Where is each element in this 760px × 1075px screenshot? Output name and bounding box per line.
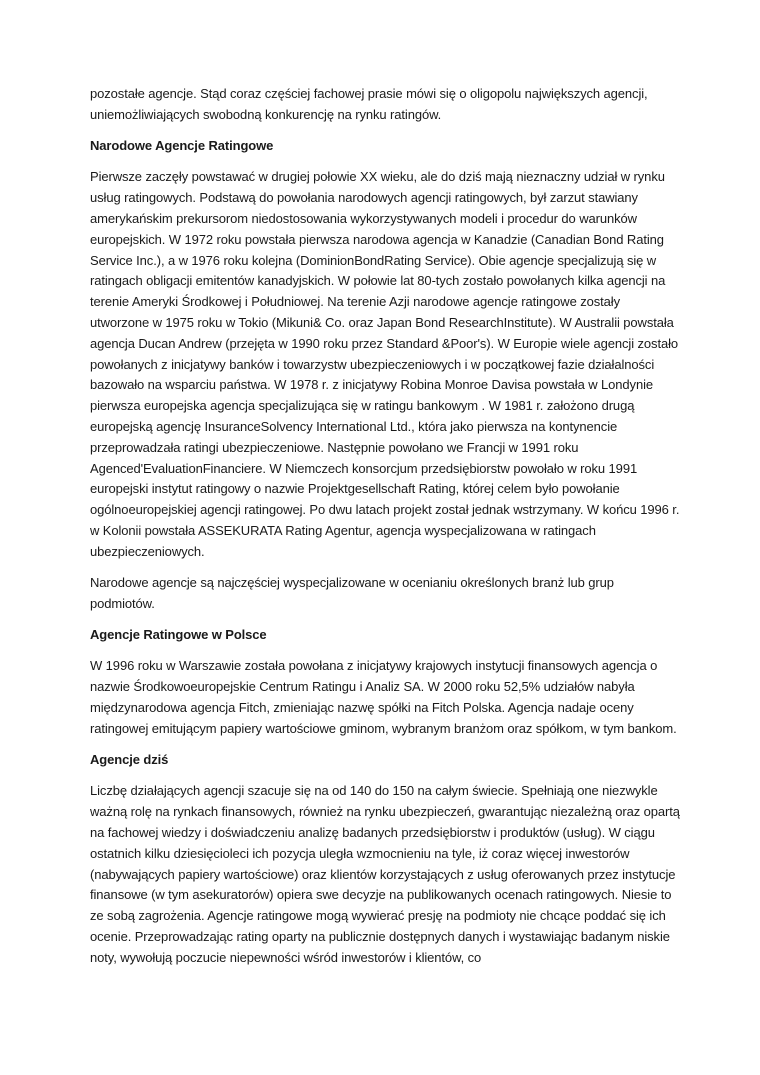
heading-agencies-today: Agencje dziś (90, 752, 169, 768)
document-page (90, 84, 680, 979)
heading-agencies-poland: Agencje Ratingowe w Polsce (90, 627, 267, 643)
paragraph-national-agencies-specialization: Narodowe agencje są najczęściej wyspecjalizowane w ocenianiu określonych branż lub grup podmiotów. (90, 575, 614, 611)
paragraph-agencies-today: Liczbę działających agencji szacuje się na od 140 do 150 na całym świecie. Spełniają one niezwykle ważną rolę na rynkach finansowych, również na rynku ubezpieczeń, gwarantując niezależną oraz opartą na fachowej wiedzy i doświadczeniu analizę badanych przedsiębiorstw i produktów (usług). W ciągu ostatnich kilku dziesięcioleci ich pozycja uległa wzmocnieniu na tyle, iż coraz więcej inwestorów (nabywających papiery wartościowe) oraz klientów korzystających z usług oferowanych przez instytucje finansowe (w tym asekuratorów) opiera swe decyzje na publikowanych ocenach ratingowych. Niesie to ze sobą zagrożenia. Agencje ratingowe mogą wywierać presję na podmioty nie chcące poddać się ich ocenie. Przeprowadzając rating oparty na publicznie dostępnych danych i wystawiając badanym niskie noty, wywołują poczucie niepewności wśród inwestorów i klientów, co (90, 783, 680, 965)
paragraph-oligopoly: pozostałe agencje. Stąd coraz częściej fachowej prasie mówi się o oligopolu największych agencji, uniemożliwiających swobodną konkurencję na rynku ratingów. (90, 86, 648, 122)
heading-national-agencies: Narodowe Agencje Ratingowe (90, 138, 274, 154)
paragraph-agencies-poland: W 1996 roku w Warszawie została powołana z inicjatywy krajowych instytucji finansowych agencja o nazwie Środkowoeuropejskie Centrum Ratingu i Analiz SA. W 2000 roku 52,5% udziałów nabyła międzynarodowa agencja Fitch, zmieniając nazwę spółki na Fitch Polska. Agencja nadaje oceny ratingowej emitującym papiery wartościowe gminom, wybranym branżom oraz spółkom, w tym bankom. (90, 658, 677, 736)
paragraph-national-agencies-history: Pierwsze zaczęły powstawać w drugiej połowie XX wieku, ale do dziś mają nieznaczny udział w rynku usług ratingowych. Podstawą do powołania narodowych agencji ratingowych, był zarzut stawiany amerykańskim prekursorom niedostosowania wykorzystywanych modeli i procedur do warunków europejskich. W 1972 roku powstała pierwsza narodowa agencja w Kanadzie (Canadian Bond Rating Service Inc.), a w 1976 roku kolejna (DominionBondRating Service). Obie agencje specjalizują się w ratingach obligacji emitentów kanadyjskich. W połowie lat 80-tych zostało powołanych kilka agencji na terenie Ameryki Środkowej i Południowej. Na terenie Azji narodowe agencje ratingowe zostały utworzone w 1975 roku w Tokio (Mikuni& Co. oraz Japan Bond ResearchInstitute). W Australii powstała agencja Ducan Andrew (przejęta w 1990 roku przez Standard &Poor's). W Europie wiele agencji zostało powołanych z inicjatywy banków i towarzystw ubezpieczeniowych i w początkowej fazie działalności bazowało na wsparciu państwa. W 1978 r. z inicjatywy Robina Monroe Davisa powstała w Londynie pierwsza europejska agencja specjalizująca się w ratingu bankowym . W 1981 r. założono drugą europejską agencję InsuranceSolvency International Ltd., która jako pierwsza na kontynencie przeprowadzała ratingi ubezpieczeniowe. Następnie powołano we Francji w 1991 roku Agenced'EvaluationFinanciere. W Niemczech konsorcjum przedsiębiorstw powołało w roku 1991 europejski instytut ratingowy o nazwie Projektgesellschaft Rating, której celem było powołanie ogólnoeuropejskiej agencji ratingowej. Po dwu latach projekt został jednak wstrzymany. W końcu 1996 r. w Kolonii powstała ASSEKURATA Rating Agentur, agencja wyspecjalizowana w ratingach ubezpieczeniowych. (90, 169, 680, 559)
